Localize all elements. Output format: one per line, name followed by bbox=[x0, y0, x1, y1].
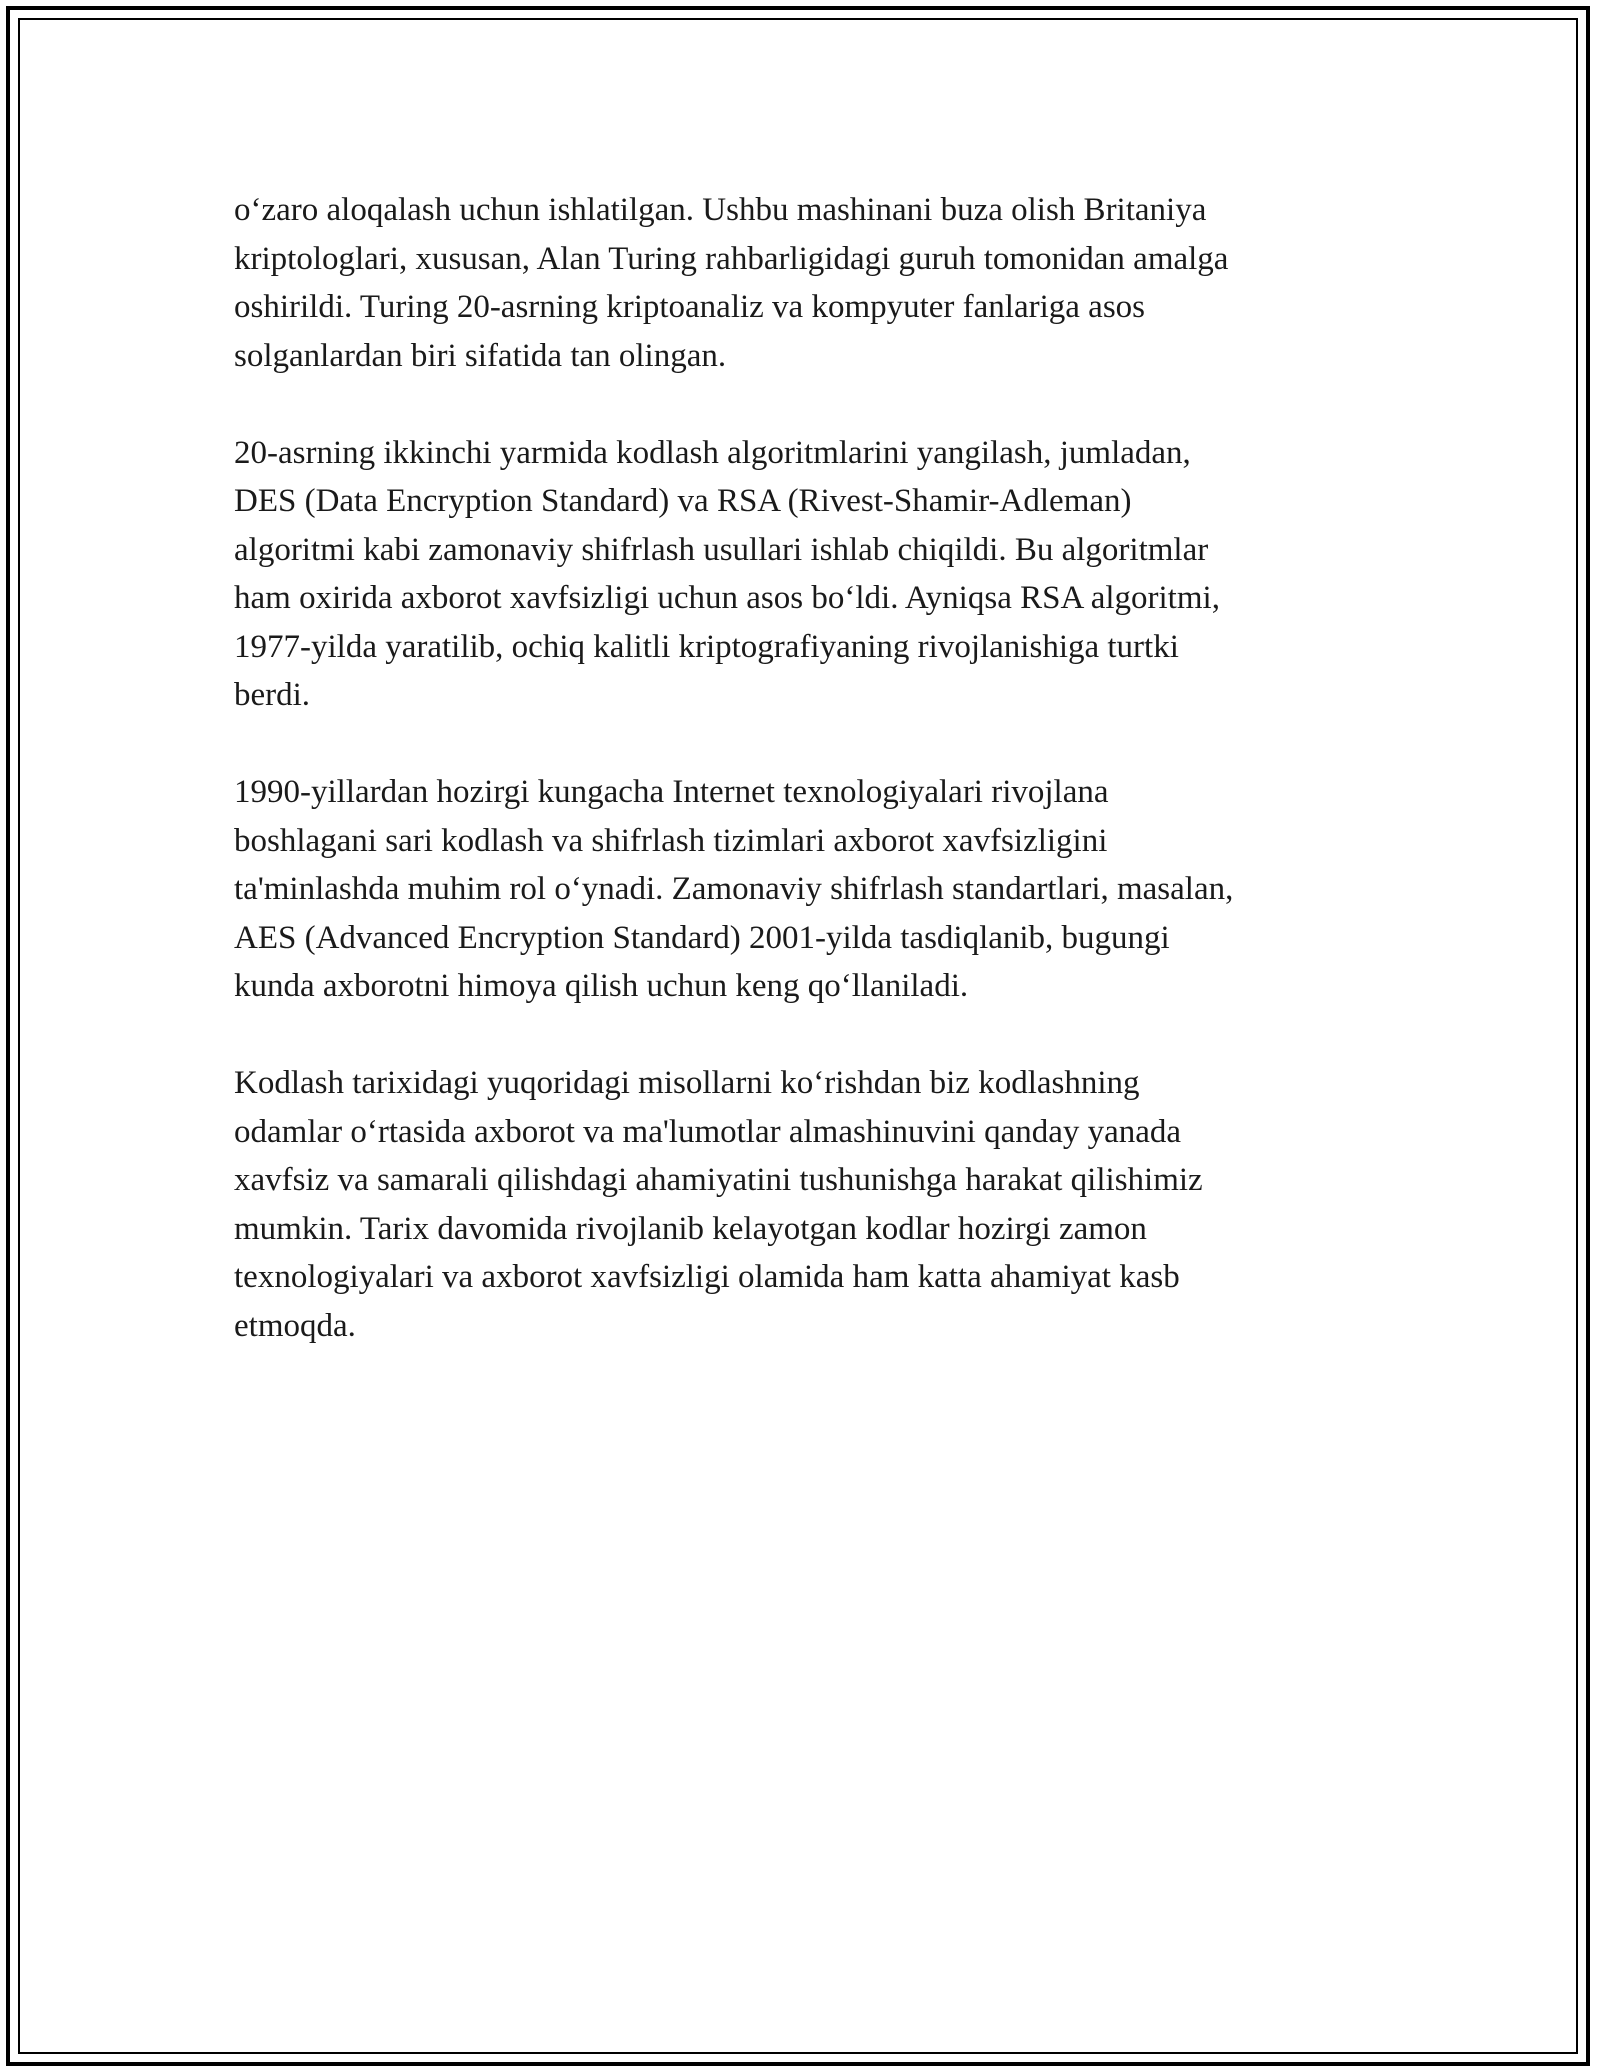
text-line: o‘zaro aloqalash uchun ishlatilgan. Ushbu mashinani buza olish Britaniya bbox=[234, 192, 1207, 228]
paragraph-enigma-turing bbox=[234, 186, 1374, 380]
text-line: algoritmi kabi zamonaviy shifrlash usullari ishlab chiqildi. Bu algoritmlar bbox=[234, 531, 1209, 568]
text-line: texnologiyalari va axborot xavfsizligi olamida ham katta ahamiyat kasb bbox=[234, 1259, 1180, 1295]
paragraph-internet-aes bbox=[234, 768, 1374, 1011]
text-line: 1990-yillardan hozirgi kungacha Internet texnologiyalari rivojlana bbox=[234, 774, 1109, 810]
document-body bbox=[234, 186, 1374, 1399]
text-line: etmoqda. bbox=[234, 1307, 356, 1344]
text-line: Kodlash tarixidagi yuqoridagi misollarni ko‘rishdan biz kodlashning bbox=[234, 1065, 1140, 1101]
text-line: mumkin. Tarix davomida rivojlanib kelayotgan kodlar hozirgi zamon bbox=[234, 1210, 1147, 1247]
text-line: DES (Data Encryption Standard) va RSA (Rivest-Shamir-Adleman) bbox=[234, 483, 1132, 519]
text-line: ta'minlashda muhim rol o‘ynadi. Zamonaviy shifrlash standartlari, masalan, bbox=[234, 871, 1234, 907]
text-line: AES (Advanced Encryption Standard) 2001-yilda tasdiqlanib, bugungi bbox=[234, 919, 1170, 956]
text-line: boshlagani sari kodlash va shifrlash tizimlari axborot xavfsizligini bbox=[234, 822, 1108, 859]
text-line: 1977-yilda yaratilib, ochiq kalitli kriptografiyaning rivojlanishiga turtki bbox=[234, 628, 1179, 665]
paragraph-des-rsa bbox=[234, 429, 1374, 720]
text-line: ham oxirida axborot xavfsizligi uchun asos bo‘ldi. Ayniqsa RSA algoritmi, bbox=[234, 580, 1220, 616]
text-line: odamlar o‘rtasida axborot va ma'lumotlar almashinuvini qanday yanada bbox=[234, 1113, 1182, 1150]
text-line: xavfsiz va samarali qilishdagi ahamiyatini tushunishga harakat qilishimiz bbox=[234, 1162, 1203, 1198]
text-line: kriptologlari, xususan, Alan Turing rahbarligidagi guruh tomonidan amalga bbox=[234, 240, 1229, 277]
text-line: berdi. bbox=[234, 677, 311, 713]
text-line: oshirildi. Turing 20-asrning kriptoanaliz va kompyuter fanlariga asos bbox=[234, 289, 1146, 325]
text-line: 20-asrning ikkinchi yarmida kodlash algoritmlarini yangilash, jumladan, bbox=[234, 434, 1191, 471]
text-line: solganlardan biri sifatida tan olingan. bbox=[234, 337, 727, 374]
paragraph-conclusion bbox=[234, 1059, 1374, 1350]
text-line: kunda axborotni himoya qilish uchun keng qo‘llaniladi. bbox=[234, 968, 969, 1004]
